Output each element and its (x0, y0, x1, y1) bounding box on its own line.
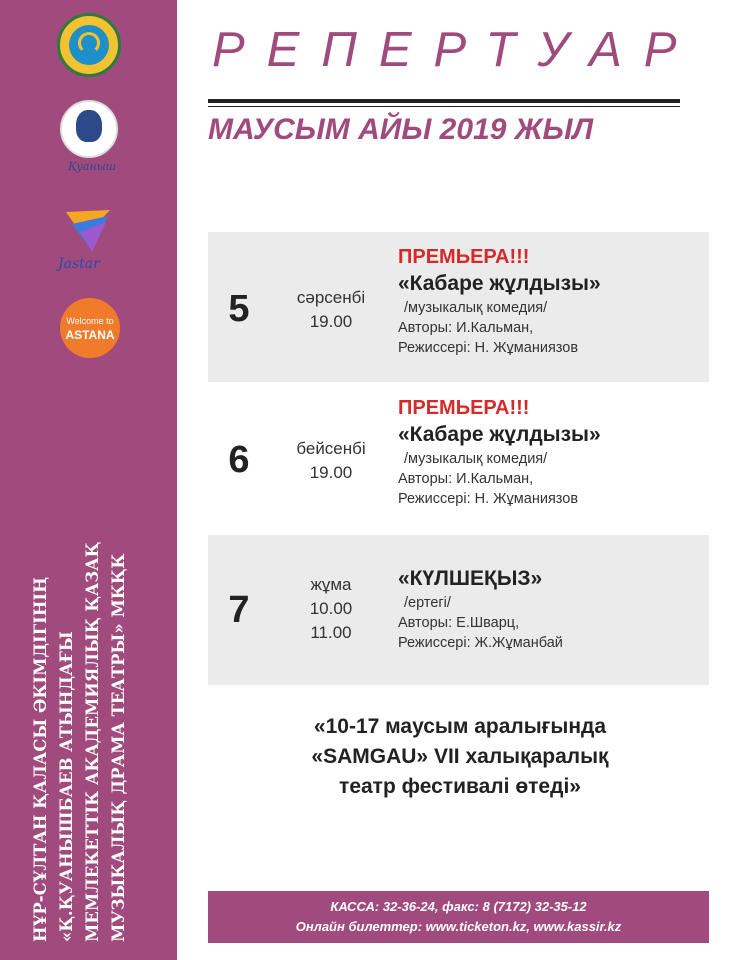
event-time: 11.00 (310, 623, 352, 642)
theatre-name-line: МУЗЫКАЛЫҚ ДРАМА ТЕАТРЫ» МКҚК (109, 553, 128, 942)
title-divider-thin (208, 106, 680, 107)
welcome-astana-logo (60, 298, 120, 358)
event-day: 5 (228, 288, 250, 330)
theatre-name-line: «Қ.ҚУАНЫШБАЕВ АТЫНДАҒЫ (57, 631, 76, 942)
event-row (208, 383, 709, 533)
play-genre: /музыкалық комедия/ (404, 451, 548, 467)
event-info (398, 395, 718, 509)
city-emblem-logo (57, 13, 121, 77)
event-day: 7 (228, 589, 250, 631)
event-weekday: бейсенбі (296, 439, 366, 458)
premiere-label: ПРЕМЬЕРА!!! (398, 397, 530, 419)
play-title: «Кабаре жұлдызы» (398, 272, 601, 295)
play-title: «Кабаре жұлдызы» (398, 423, 601, 446)
play-authors: Авторы: И.Кальман, (398, 471, 534, 487)
festival-announcement (250, 712, 670, 802)
title-divider (208, 99, 680, 103)
play-title: «КҮЛШЕҚЫЗ» (398, 567, 543, 590)
event-time: 19.00 (309, 312, 353, 331)
theatre-logo-signature: Қуаныш (68, 160, 117, 173)
event-weekday: сәрсенбі (296, 288, 366, 307)
event-row (208, 232, 709, 382)
event-time: 10.00 (309, 599, 353, 618)
play-authors: Авторы: Е.Шварц, (398, 615, 520, 631)
event-when (284, 573, 378, 645)
theatre-name-vertical (28, 502, 132, 942)
play-genre: /ертегі/ (404, 595, 451, 611)
play-authors: Авторы: И.Кальман, (398, 320, 534, 336)
jastar-logo-text: Jastar (58, 256, 100, 272)
event-when (284, 437, 378, 485)
play-director: Режиссері: Н. Жұманиязов (398, 340, 579, 356)
premiere-label: ПРЕМЬЕРА!!! (398, 246, 530, 268)
box-office-phone: КАССА: 32-36-24, факс: 8 (7172) 32-35-12 (330, 899, 587, 914)
play-director: Режиссері: Н. Жұманиязов (398, 491, 579, 507)
theatre-logo (60, 100, 118, 158)
sidebar (0, 0, 177, 960)
festival-line: «10-17 маусым аралығында (313, 715, 607, 738)
event-row (208, 535, 709, 685)
jastar-logo-icon (62, 208, 114, 254)
online-tickets-links: Онлайн билеттер: www.ticketon.kz, www.kassir.kz (295, 919, 622, 934)
event-info (398, 244, 718, 358)
astana-logo-line1: Welcome to (66, 316, 114, 326)
event-day: 6 (228, 439, 250, 481)
theatre-name-line: НҰР-СҰЛТАН ҚАЛАСЫ ӘКІМДІГІНІҢ (31, 576, 50, 942)
festival-line: театр фестивалі өтеді» (339, 775, 581, 798)
event-time: 19.00 (309, 463, 353, 482)
page-subtitle: МАУСЫМ АЙЫ 2019 ЖЫЛ (208, 113, 594, 146)
play-genre: /музыкалық комедия/ (404, 300, 548, 316)
page-title: РЕПЕРТУАР (212, 23, 699, 77)
astana-logo-line2: ASTANA (65, 328, 115, 342)
event-when (284, 286, 378, 334)
play-director: Режиссері: Ж.Жұманбай (398, 635, 563, 651)
event-weekday: жұма (310, 575, 352, 594)
contacts-footer (208, 891, 709, 943)
festival-line: «SAMGAU» VII халықаралық (311, 745, 609, 768)
event-info (398, 565, 718, 653)
theatre-name-line: МЕМЛЕКЕТТІК АКАДЕМИЯЛЫҚ ҚАЗАҚ (83, 541, 102, 942)
